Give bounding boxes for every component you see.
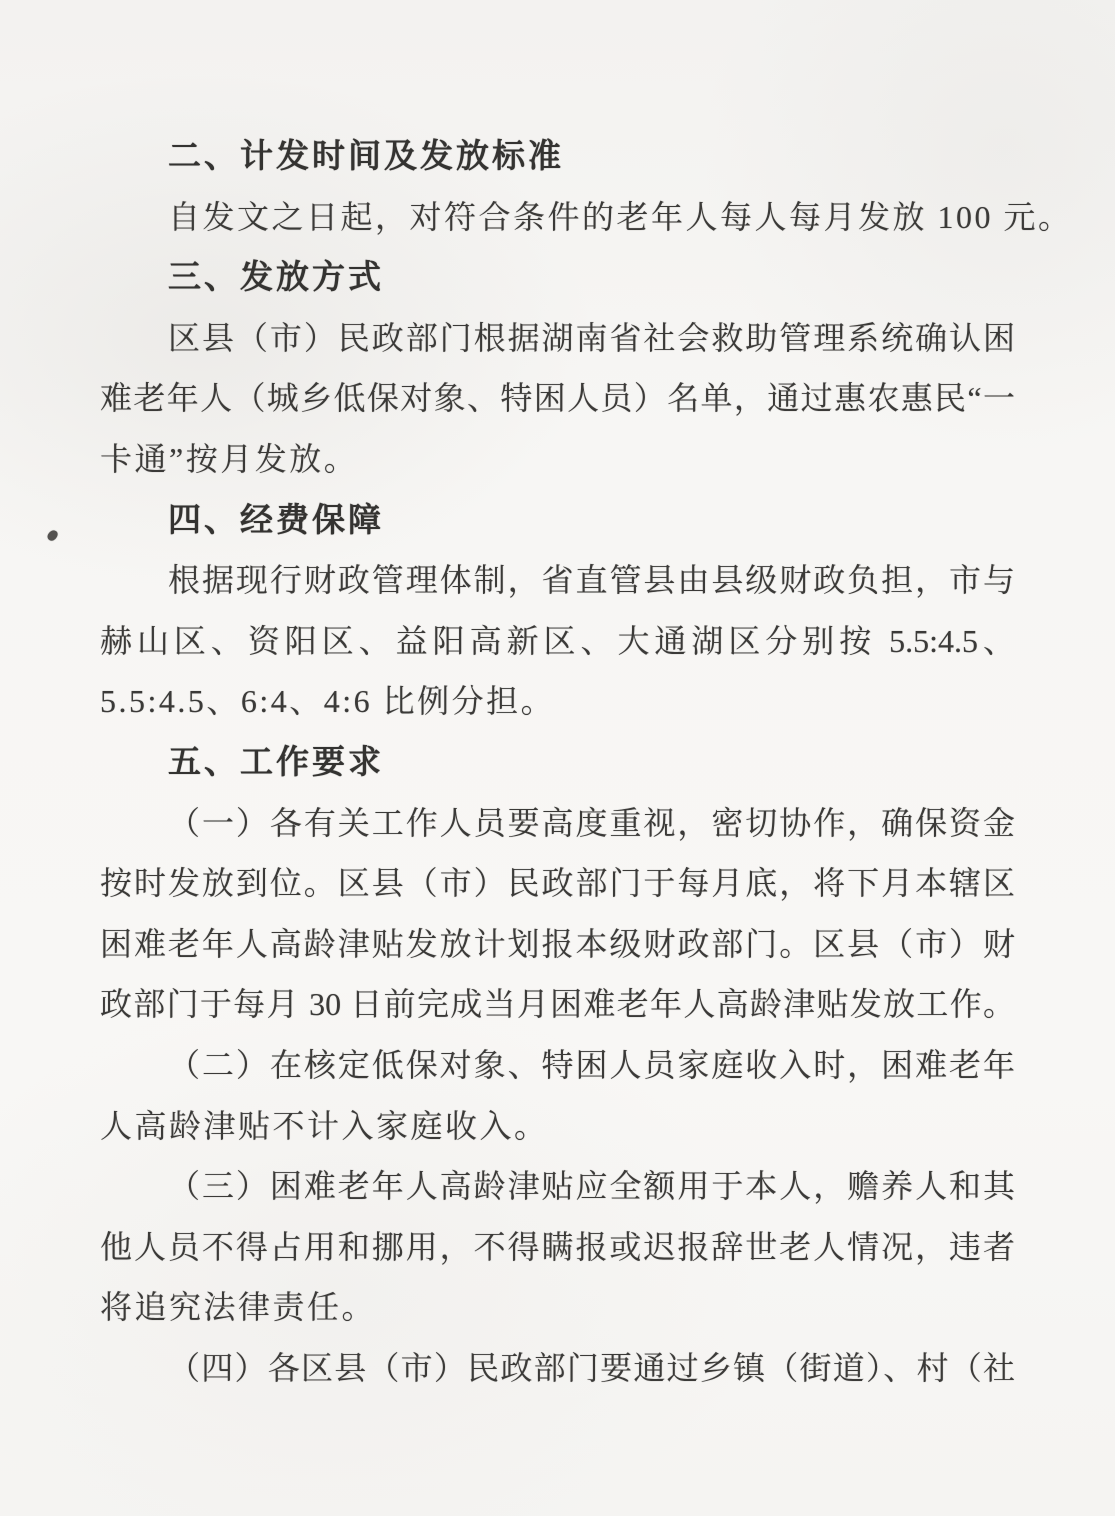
section-heading: 二、计发时间及发放标准: [168, 137, 564, 174]
text-line: 自发文之日起，对符合条件的老年人每人每月发放 100 元。: [168, 198, 1073, 235]
text-line: 5.5:4.5、6:4、4:6 比例分担。: [100, 683, 556, 720]
text-line: （二）在核定低保对象、特困人员家庭收入时，困难老年: [168, 1046, 1015, 1083]
text-line: 他人员不得占用和挪用，不得瞒报或迟报辞世老人情况，违者: [100, 1228, 1015, 1265]
document-lines: [100, 126, 1073, 1398]
text-line: 赫山区、资阳区、益阳高新区、大通湖区分别按 5.5:4.5、: [100, 622, 1015, 659]
text-line: 按时发放到位。区县（市）民政部门于每月底，将下月本辖区: [100, 865, 1015, 902]
text-line: 将追究法律责任。: [100, 1289, 377, 1326]
section-heading: 四、经费保障: [168, 500, 384, 538]
text-line: （一）各有关工作人员要高度重视，密切协作，确保资金: [168, 804, 1015, 841]
text-line: 人高龄津贴不计入家庭收入。: [100, 1107, 549, 1144]
ink-dot-mark: [46, 529, 59, 543]
section-heading: 五、工作要求: [168, 742, 384, 780]
text-line: 政部门于每月 30 日前完成当月困难老年人高龄津贴发放工作。: [100, 986, 1015, 1023]
text-line: 区县（市）民政部门根据湖南省社会救助管理系统确认困: [168, 319, 1015, 356]
text-line: 根据现行财政管理体制，省直管县由县级财政负担，市与: [168, 562, 1015, 599]
section-heading: 三、发放方式: [168, 258, 384, 296]
text-line: 卡通”按月发放。: [100, 440, 359, 477]
text-line: 难老年人（城乡低保对象、特困人员）名单，通过惠农惠民“一: [100, 380, 1015, 417]
text-line: （三）困难老年人高龄津贴应全额用于本人，赡养人和其: [168, 1168, 1015, 1205]
text-line: （四）各区县（市）民政部门要通过乡镇（街道）、村（社: [168, 1349, 1015, 1386]
text-line: 困难老年人高龄津贴发放计划报本级财政部门。区县（市）财: [100, 925, 1015, 962]
